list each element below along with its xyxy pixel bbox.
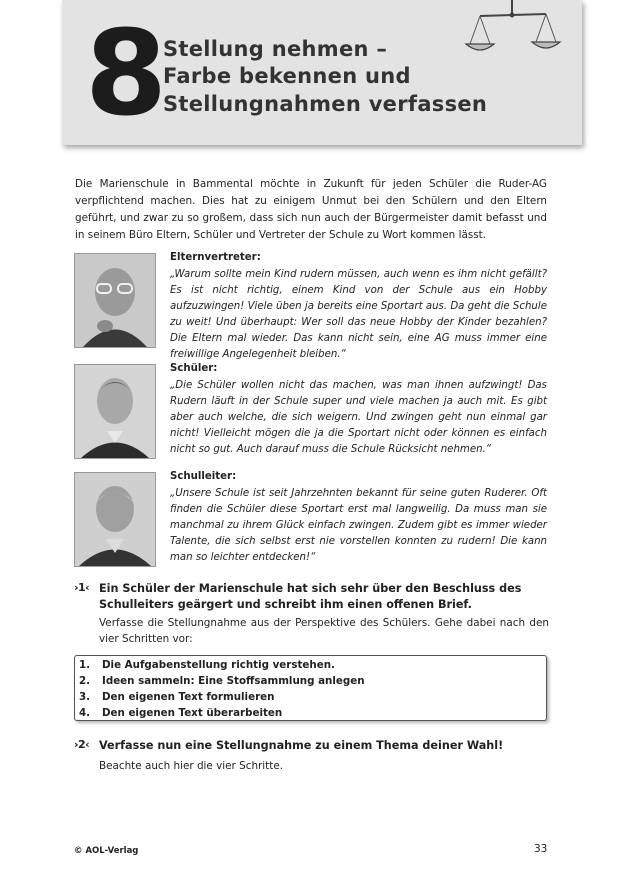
step-item: 3. Den eigenen Text formulieren [79, 691, 275, 703]
statement-parent [74, 252, 550, 360]
step-item: 2. Ideen sammeln: Eine Stoffsammlung anlegen [79, 675, 365, 687]
portrait-photo-principal [74, 472, 156, 567]
task-body: Verfasse die Stellungnahme aus der Perspektive des Schülers. Gehe dabei nach den vier Schritten vor: [99, 617, 549, 645]
statement-principal [74, 472, 550, 566]
statement-quote: „Warum sollte mein Kind rudern müssen, auch wenn es ihm nicht gefällt? Es ist nicht richtig, einem Kind von der Schule aus ein Hobby aufzuzwingen! Viele üben ja bereits eine Sportart aus. Da geht die Schule zu weit! Und überhaupt: Wer soll das neue Hobby der Kinder bezahlen? Die Eltern mal wieder. Das kann nicht sein, eine AG muss immer eine freiwillige Angelegenheit bleiben.“ [170, 269, 547, 360]
task-number: ›1‹ [74, 581, 90, 594]
portrait-photo-student [74, 364, 156, 459]
page-number: 33 [534, 843, 548, 855]
intro-paragraph: Die Marienschule in Bammental möchte in Zukunft für jeden Schüler die Ruder-AG verpflichtend machen. Dies hat zu einigem Unmut bei den Schülern und den Eltern geführt, und zwar zu so großem, dass sich nun auch der Bürgermeister damit befasst und in seinem Büro Eltern, Schüler und Vertreter der Schule zu Wort kommen lässt. [75, 178, 547, 241]
scale-icon [462, 0, 562, 62]
step-item: 1. Die Aufgabenstellung richtig verstehen. [79, 659, 335, 671]
speaker-label: Elternvertreter: [170, 252, 261, 263]
statement-student [74, 364, 550, 458]
task-body: Beachte auch hier die vier Schritte. [99, 760, 284, 772]
steps-box [74, 655, 547, 721]
task-number: ›2‹ [74, 738, 90, 751]
chapter-title-line-3: Stellungnahmen verfassen [163, 92, 488, 116]
statement-quote: „Unsere Schule ist seit Jahrzehnten bekannt für seine guten Ruderer. Oft finden die Schüler diese Sportart erst mal langweilig. Da muss man sie manchmal zu ihrem Glück einfach zwingen. Zudem gibt es immer wieder Talente, die sich selbst erst nie vorstellen konnten zu rudern! Die kann man so leichter entdecken!“ [170, 488, 547, 563]
chapter-title-line-2: Farbe bekennen und [163, 64, 411, 88]
publisher-credit: © AOL-Verlag [74, 846, 139, 856]
chapter-title-line-1: Stellung nehmen – [163, 37, 388, 61]
portrait-photo-parent [74, 253, 156, 348]
statement-quote: „Die Schüler wollen nicht das machen, was man ihnen aufzwingt! Das Rudern läuft in der Schule super und viele machen ja auch mit. Es gibt aber auch welche, die sich weigern. Und zwingen geht nun einmal gar nicht! Vielleicht mögen die ja die Sportart nicht oder können es einfach nicht so gut. Auch darauf muss die Schule Rücksicht nehmen.“ [170, 380, 547, 455]
chapter-number: 8 [85, 4, 165, 142]
speaker-label: Schulleiter: [170, 471, 237, 482]
task-heading: Ein Schüler der Marienschule hat sich sehr über den Beschluss des Schulleiters geärgert und schreibt ihm einen offenen Brief. [99, 582, 522, 611]
task-heading: Verfasse nun eine Stellungnahme zu einem Thema deiner Wahl! [99, 739, 504, 752]
speaker-label: Schüler: [170, 363, 218, 374]
step-item: 4. Den eigenen Text überarbeiten [79, 707, 283, 719]
